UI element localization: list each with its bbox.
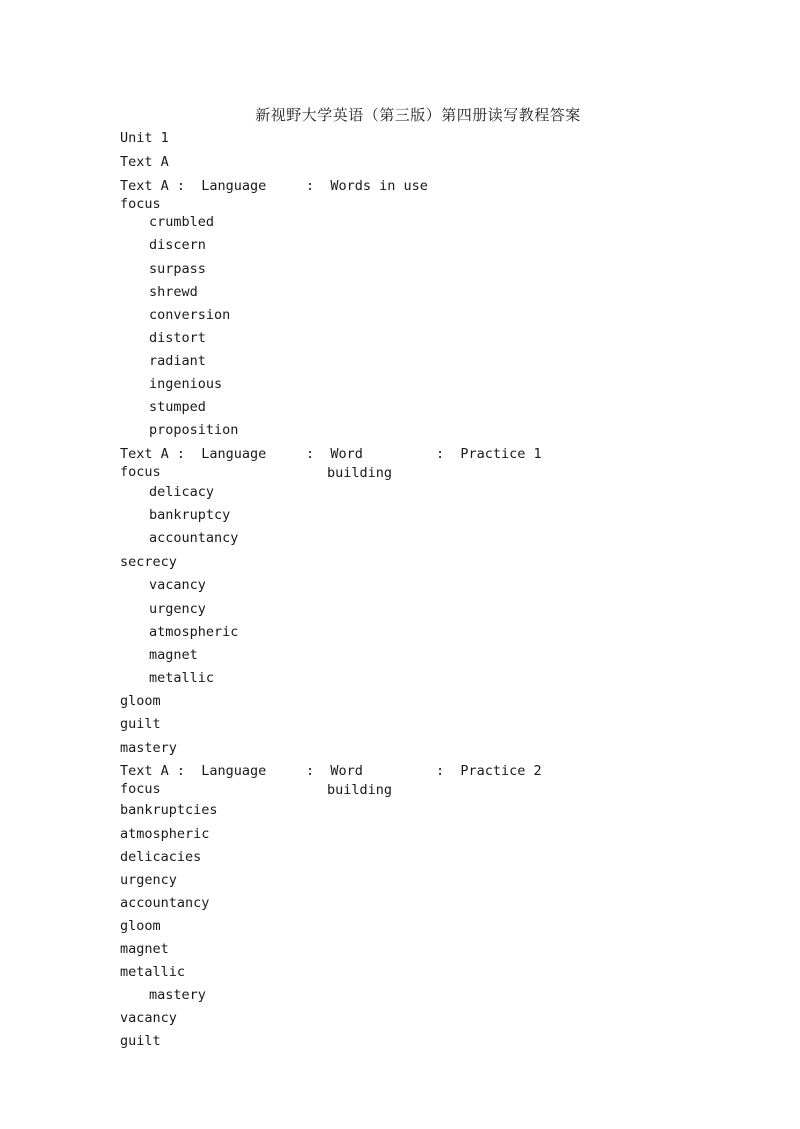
section-label-cont: focus (120, 781, 161, 797)
list-item: atmospheric (149, 624, 239, 640)
section-label-cont: focus (120, 464, 161, 480)
section-practice: : Practice 2 (436, 763, 542, 779)
list-item: radiant (149, 353, 206, 369)
list-item: conversion (149, 307, 231, 323)
list-item: accountancy (149, 530, 239, 546)
unit-heading: Unit 1 (120, 130, 169, 146)
list-item: mastery (120, 740, 177, 756)
list-item: mastery (149, 987, 206, 1003)
list-item: guilt (120, 1033, 161, 1049)
section-label: Text A : Language (120, 178, 267, 194)
section-practice: : Practice 1 (436, 446, 542, 462)
list-item: urgency (120, 872, 177, 888)
list-item: stumped (149, 399, 206, 415)
list-item: guilt (120, 716, 161, 732)
list-item: metallic (149, 670, 215, 686)
list-item: discern (149, 237, 206, 253)
list-item: bankruptcy (149, 507, 231, 523)
section-exercise-cont: building (327, 782, 393, 798)
list-item: proposition (149, 422, 239, 438)
list-item: vacancy (120, 1010, 177, 1026)
section-label: Text A : Language (120, 446, 267, 462)
list-item: shrewd (149, 284, 198, 300)
list-item: magnet (120, 941, 169, 957)
list-item: ingenious (149, 376, 223, 392)
document-title: 新视野大学英语（第三版）第四册读写教程答案 (255, 106, 581, 124)
list-item: secrecy (120, 554, 177, 570)
list-item: surpass (149, 261, 206, 277)
list-item: gloom (120, 918, 161, 934)
section-exercise: : Word (306, 763, 363, 779)
list-item: vacancy (149, 577, 206, 593)
list-item: metallic (120, 964, 186, 980)
list-item: bankruptcies (120, 802, 218, 818)
section-exercise: : Word (306, 446, 363, 462)
section-exercise-cont: building (327, 465, 393, 481)
section-label-cont: focus (120, 196, 161, 212)
list-item: gloom (120, 693, 161, 709)
text-heading: Text A (120, 154, 169, 170)
list-item: accountancy (120, 895, 210, 911)
list-item: distort (149, 330, 206, 346)
list-item: delicacy (149, 484, 215, 500)
section-label: Text A : Language (120, 763, 267, 779)
list-item: magnet (149, 647, 198, 663)
list-item: atmospheric (120, 826, 210, 842)
list-item: crumbled (149, 214, 215, 230)
list-item: delicacies (120, 849, 202, 865)
list-item: urgency (149, 601, 206, 617)
section-exercise: : Words in use (306, 178, 428, 194)
